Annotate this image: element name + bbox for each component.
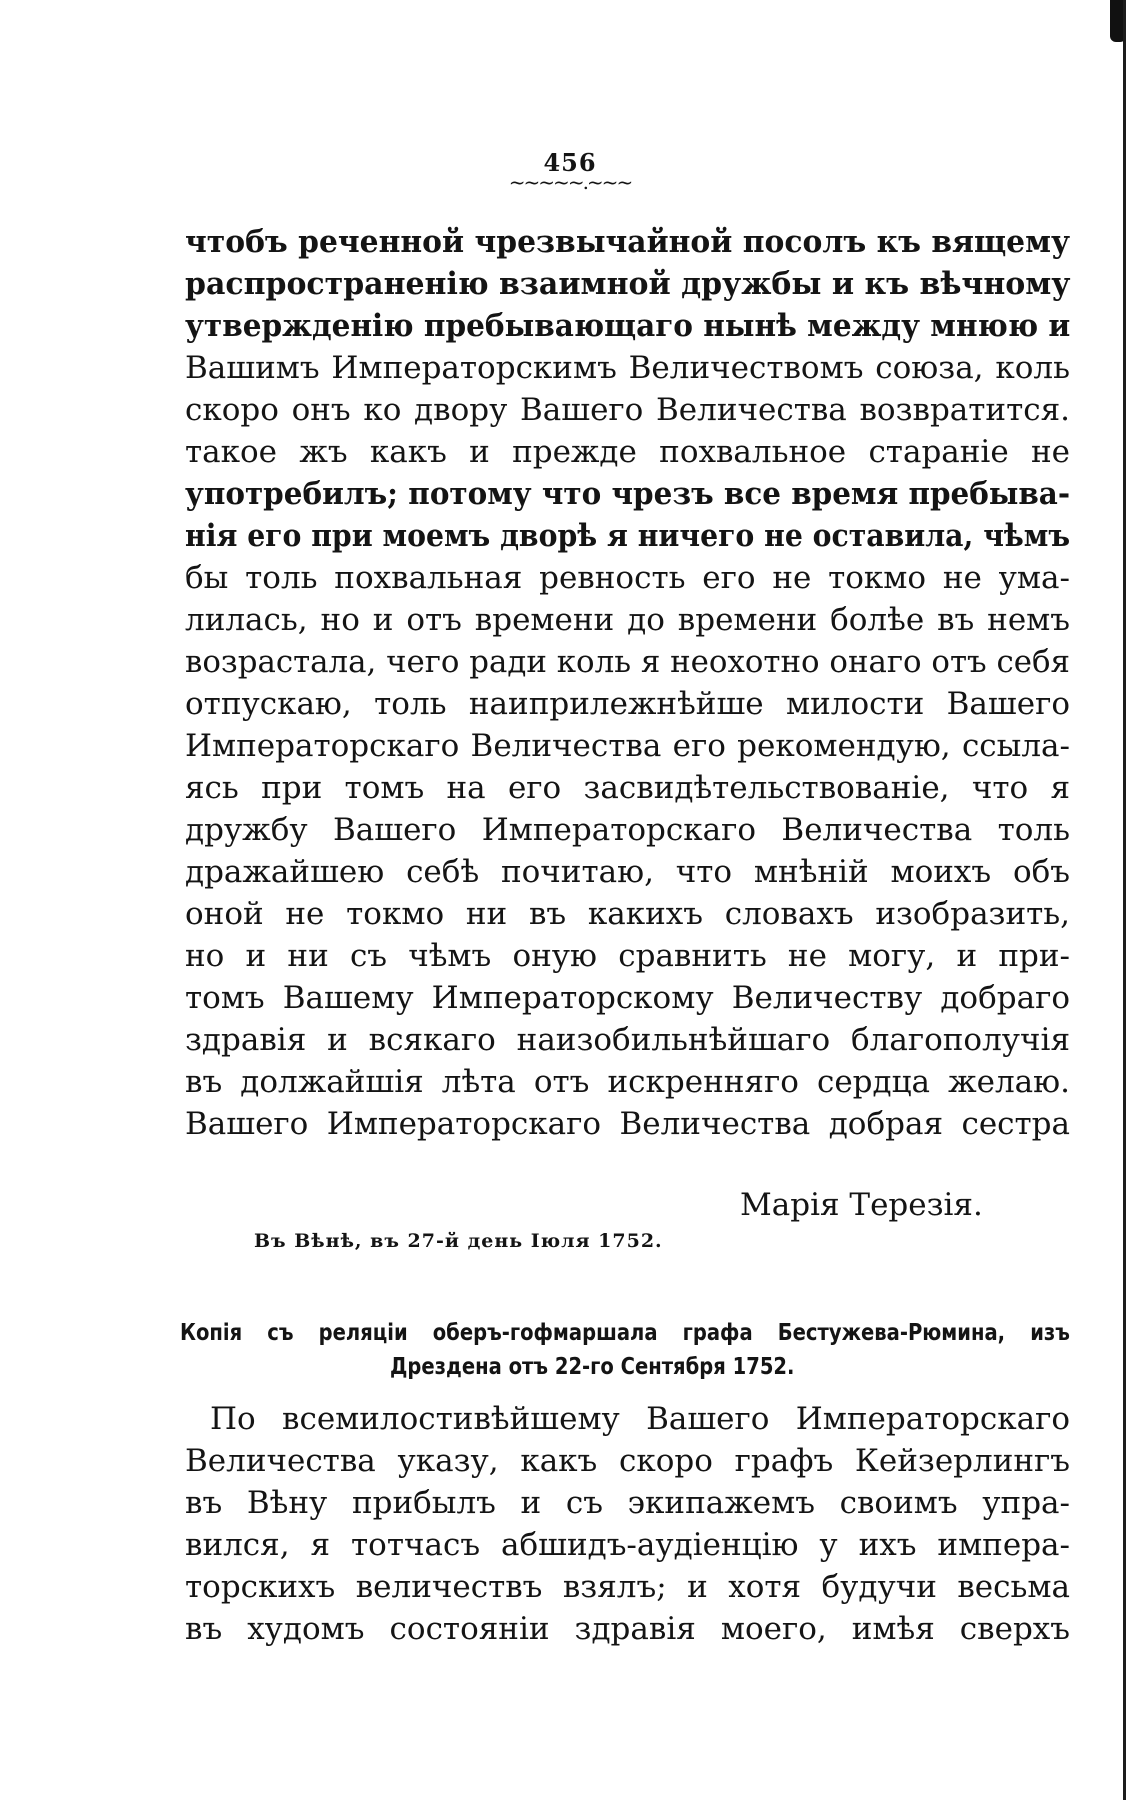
text-line: томъ Вашему Императорскому Величеству добраго (185, 980, 1070, 1016)
text-line: ясь при томъ на его засвидѣтельствованіе, что я (185, 770, 1070, 806)
text-line: такое жъ какъ и прежде похвальное стараніе не (185, 434, 1070, 470)
text-line: чтобъ реченной чрезвычайной посолъ къ вящему (185, 224, 1071, 260)
text-line: бы толь похвальная ревность его не токмо не ума- (185, 560, 1070, 596)
text-line: скоро онъ ко двору Вашего Величества возвратится. (185, 392, 1070, 428)
text-line: вился, я тотчасъ абшидъ-аудіенцію у ихъ импера- (185, 1527, 1070, 1563)
text-line: отпускаю, толь наиприлежнѣйше милости Вашего (185, 686, 1070, 722)
text-line: дражайшею себѣ почитаю, что мнѣній моихъ объ (185, 854, 1070, 890)
text-line: Императорскаго Величества его рекомендую, ссыла- (185, 728, 1070, 764)
text-line: возрастала, чего ради коль я неохотно онаго отъ себя (185, 644, 1071, 680)
text-line: нія его при моемъ дворѣ я ничего не оставила, чѣмъ (185, 518, 1071, 554)
text-line: употребилъ; потому что чрезъ все время пребыва- (185, 476, 1071, 512)
text-line: распространенію взаимной дружбы и къ вѣчному (185, 266, 1071, 302)
text-line: Величества указу, какъ скоро графъ Кейзерлингъ (185, 1443, 1070, 1479)
text-line: утвержденію пребывающаго нынѣ между мнюю и (185, 308, 1071, 344)
ornament-divider: ~~~~~.~~~ (508, 170, 632, 194)
text-line: торскихъ величествъ взялъ; и хотя будучи весьма (185, 1569, 1070, 1605)
text-line: въ худомъ состояніи здравія моего, имѣя сверхъ (185, 1611, 1070, 1647)
text-line: дружбу Вашего Императорскаго Величества толь (185, 812, 1070, 848)
signature: Марія Терезія. (740, 1187, 983, 1223)
section-heading-line-1: Копія съ реляціи оберъ-гофмаршала графа Бестужева-Рюмина, изъ (180, 1320, 1070, 1346)
text-line: въ Вѣну прибылъ и съ экипажемъ своимъ упра- (185, 1485, 1070, 1521)
text-line: По всемилостивѣйшему Вашего Императорскаго (210, 1401, 1070, 1437)
text-line: лилась, но и отъ времени до времени болѣе въ немъ (185, 602, 1070, 638)
dateline: Въ Вѣнѣ, въ 27-й день Іюля 1752. (254, 1230, 663, 1252)
text-line: въ должайшія лѣта отъ искренняго сердца желаю. (185, 1064, 1070, 1100)
text-line: Вашимъ Императорскимъ Величествомъ союза, коль (185, 350, 1070, 386)
text-line: оной не токмо ни въ какихъ словахъ изобразить, (185, 896, 1070, 932)
text-line: но и ни съ чѣмъ оную сравнить не могу, и при- (185, 938, 1070, 974)
section-heading-line-2: Дрездена отъ 22-го Сентября 1752. (390, 1354, 795, 1380)
page-number: 456 (543, 148, 597, 177)
scan-edge-line (1123, 0, 1126, 1800)
text-line: Вашего Императорскаго Величества добрая сестра (185, 1106, 1070, 1142)
text-line: здравія и всякаго наизобильнѣйшаго благополучія (185, 1022, 1070, 1058)
